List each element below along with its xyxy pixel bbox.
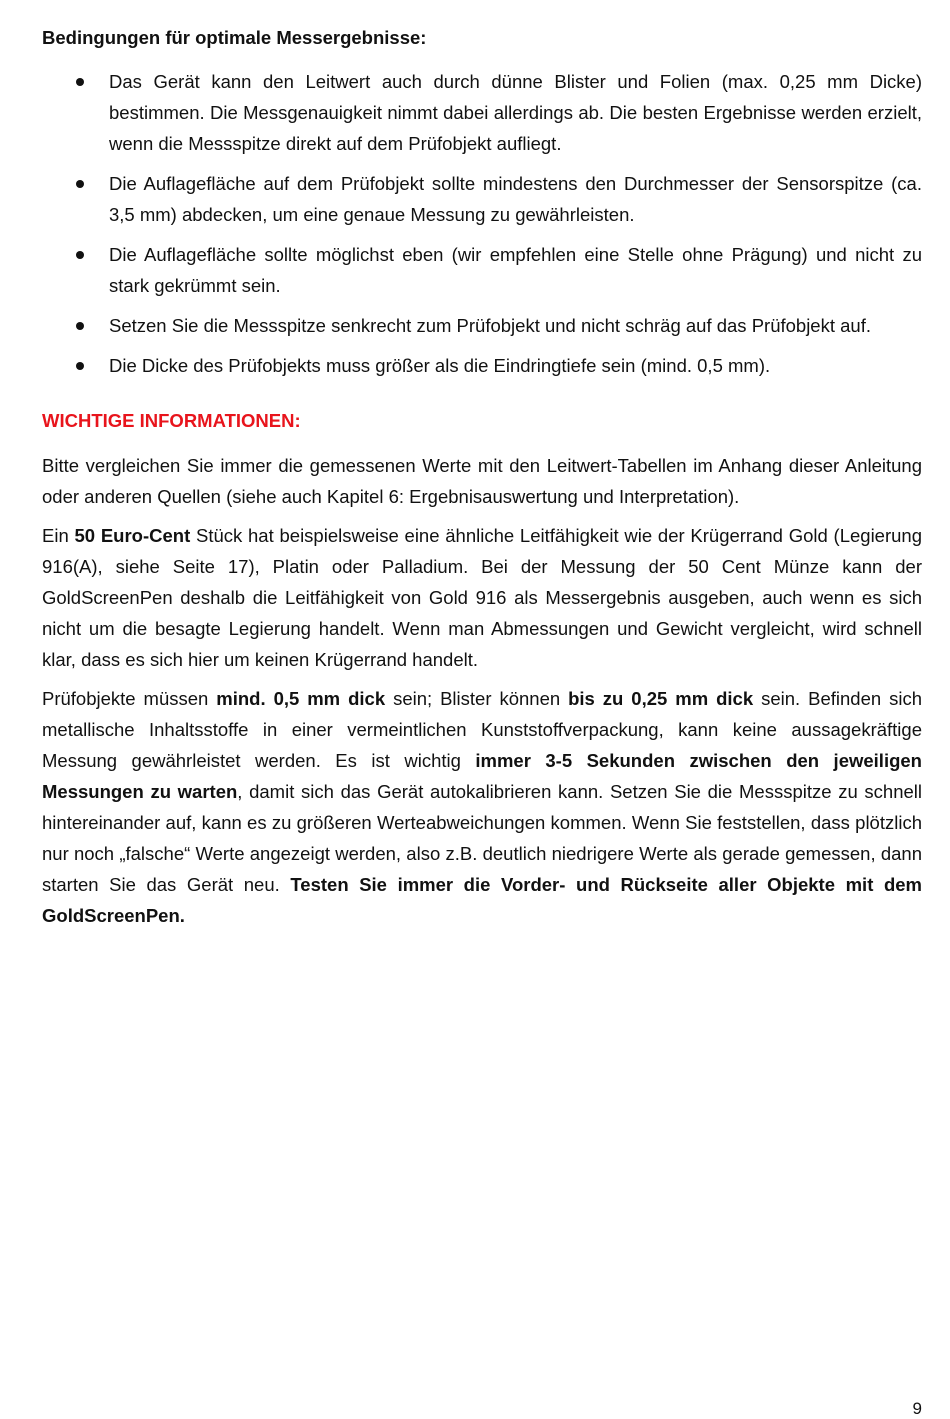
list-item-text: Setzen Sie die Messspitze senkrecht zum Prüfobjekt und nicht schräg auf das Prüfobjekt auf. — [109, 315, 871, 336]
paragraph-text: Ein — [42, 525, 75, 546]
document-page — [42, 22, 922, 939]
paragraph-text: Prüfobjekte müssen — [42, 688, 217, 709]
page-number: 9 — [912, 1399, 922, 1418]
list-item — [42, 239, 922, 301]
bullet-icon — [76, 251, 84, 259]
bold-text: bis zu 0,25 mm dick — [568, 688, 754, 709]
bullet-icon — [76, 362, 84, 370]
list-item — [42, 168, 922, 230]
important-paragraph-compare: Bitte vergleichen Sie immer die gemessenen Werte mit den Leitwert-Tabellen im Anhang dieser Anleitung oder anderen Quellen (siehe auch Kapitel 6: Ergebnisauswertung und Interpretation). — [42, 455, 922, 507]
conditions-heading: Bedingungen für optimale Messergebnisse: — [42, 27, 427, 48]
bullet-icon — [76, 78, 84, 86]
paragraph-text: sein; Blister können — [385, 688, 569, 709]
bold-text: mind. 0,5 mm dick — [216, 688, 386, 709]
list-item — [42, 310, 922, 341]
list-item-text: Die Auflagefläche auf dem Prüfobjekt sollte mindestens den Durchmesser der Sensorspitze (ca. 3,5 mm) abdecken, um eine genaue Messung zu gewährleisten. — [109, 173, 922, 225]
bold-text: immer 3-5 Sekunden zwischen den jeweiligen Messungen zu warten — [42, 750, 922, 802]
paragraph-text: , damit sich das Gerät autokalibrieren kann. Setzen Sie die Messspitze zu schnell hintereinander auf, kann es zu größeren Werteabweichungen kommen. Wenn Sie feststellen, dass plötzlich nur noch „falsche“ Werte angezeigt werden, also z.B. deutlich niedrigere Werte als gerade gemessen, dann starten Sie das Gerät neu. — [42, 781, 922, 895]
list-item-text: Die Auflagefläche sollte möglichst eben (wir empfehlen eine Stelle ohne Prägung) und nicht zu stark gekrümmt sein. — [109, 244, 922, 296]
bullet-icon — [76, 180, 84, 188]
paragraph-text: Stück hat beispielsweise eine ähnliche Leitfähigkeit wie der Krügerrand Gold (Legierung 916(A), siehe Seite 17), Platin oder Palladium. Bei der Messung der 50 Cent Münze kann der GoldScreenPen deshalb die Leitfähigkeit von Gold 916 als Messergebnis ausgeben, auch wenn es sich nicht um die besagte Legierung handelt. Wenn man Abmessungen und Gewicht vergleicht, wird schnell klar, dass es sich hier um keinen Krügerrand handelt. — [42, 525, 922, 670]
list-item — [42, 66, 922, 159]
bold-text: Testen Sie immer die Vorder- und Rückseite aller Objekte mit dem GoldScreenPen. — [42, 874, 922, 926]
important-heading: WICHTIGE INFORMATIONEN: — [42, 410, 301, 431]
list-item — [42, 350, 922, 381]
list-item-text: Das Gerät kann den Leitwert auch durch dünne Blister und Folien (max. 0,25 mm Dicke) bestimmen. Die Messgenauigkeit nimmt dabei allerdings ab. Die besten Ergebnisse werden erzielt, wenn die Messspitze direkt auf dem Prüfobjekt aufliegt. — [109, 71, 922, 154]
bullet-icon — [76, 322, 84, 330]
list-item-text: Die Dicke des Prüfobjekts muss größer als die Eindringtiefe sein (mind. 0,5 mm). — [109, 355, 771, 376]
important-paragraph-euro-cent — [42, 520, 922, 675]
conditions-list — [42, 66, 922, 381]
bold-text: 50 Euro-Cent — [74, 525, 191, 546]
paragraph-text: sein. Befinden sich metallische Inhaltsstoffe in einer vermeintlichen Kunststoffverpackung, kann keine aussagekräftige Messung gewährleistet werden. Es ist wichtig — [42, 688, 922, 771]
important-paragraph-thickness — [42, 683, 922, 931]
